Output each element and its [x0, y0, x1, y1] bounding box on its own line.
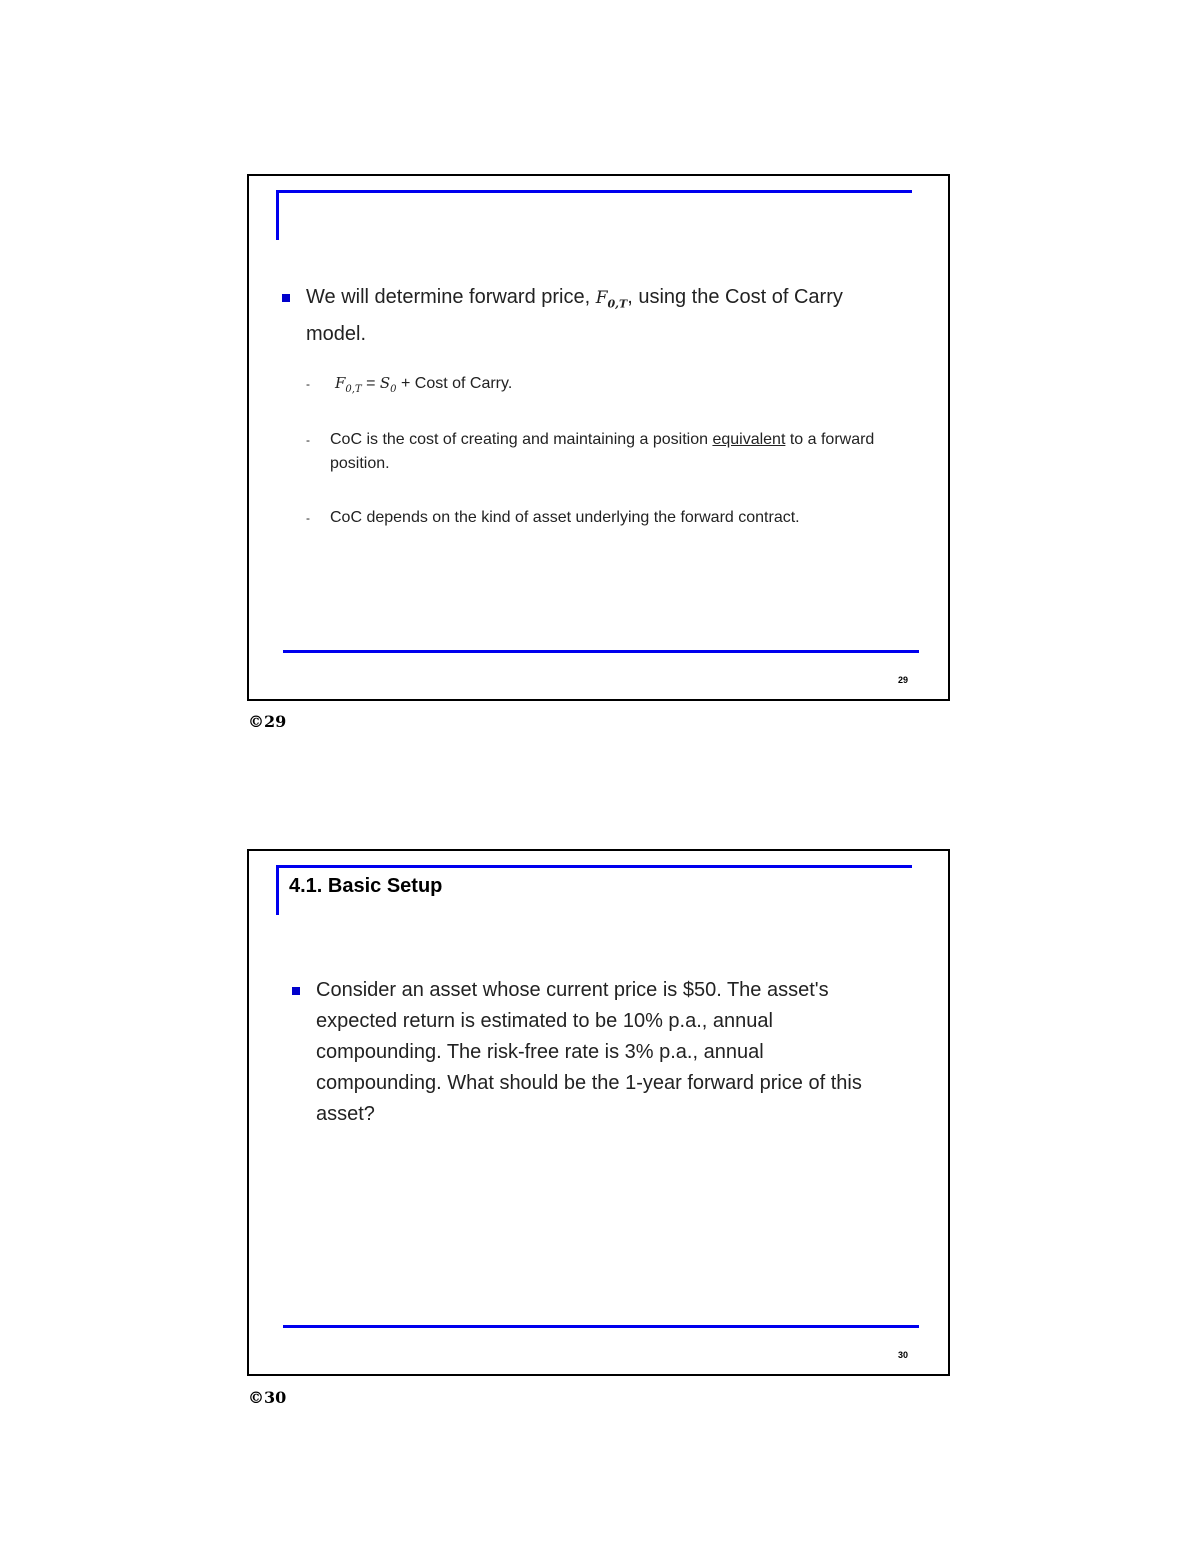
- bullet-text: Consider an asset whose current price is $50. The asset's expected return is estimated to be 10% p.a., annual compounding. The risk-free rate is 3% p.a., annual compounding. What should be the 1-year forward price of this asset?: [316, 979, 862, 1125]
- slide-number: 30: [897, 1350, 908, 1360]
- title-rule-vertical: [276, 865, 279, 915]
- copyright-icon: ©: [248, 712, 264, 731]
- forward-price-symbol: $F_{0,T}$: [595, 288, 628, 311]
- bottom-rule: [283, 1325, 919, 1328]
- slide-title: 4.1. Basic Setup: [289, 875, 443, 897]
- forward-price-symbol: $F_{0,T}$: [335, 374, 362, 395]
- dash-marker: -: [306, 433, 310, 447]
- page-label: ©30: [248, 1388, 287, 1407]
- sub-bullet-coc-definition: CoC is the cost of creating and maintaining a position equivalent to a forward position.: [330, 431, 875, 472]
- dash-marker: -: [306, 377, 310, 391]
- underlined-word: equivalent: [712, 431, 786, 448]
- slide-number: 29: [897, 675, 908, 685]
- bullet-text-pre: We will determine forward price,: [306, 286, 596, 308]
- title-rule-horizontal: [276, 865, 912, 868]
- slide-30: [247, 849, 950, 1376]
- page-label: ©29: [248, 712, 287, 731]
- sub-bullet-coc-depends: CoC depends on the kind of asset underlying the forward contract.: [330, 509, 800, 526]
- bottom-rule: [283, 650, 919, 653]
- slide-29: [247, 174, 950, 701]
- sub-bullet-formula: $F_{0,T} = S_0$ + Cost of Carry.: [335, 374, 513, 395]
- bullet-square-icon: [282, 294, 290, 302]
- bullet-text: [306, 282, 906, 350]
- title-rule-horizontal: [276, 190, 912, 193]
- bullet-text-post: , using the Cost of Carry model.: [306, 286, 843, 346]
- dash-marker: -: [306, 511, 310, 525]
- bullet-square-icon: [292, 987, 300, 995]
- title-rule-vertical: [276, 190, 279, 240]
- spot-price-symbol: $S_0$: [379, 374, 397, 395]
- copyright-icon: ©: [248, 1388, 264, 1407]
